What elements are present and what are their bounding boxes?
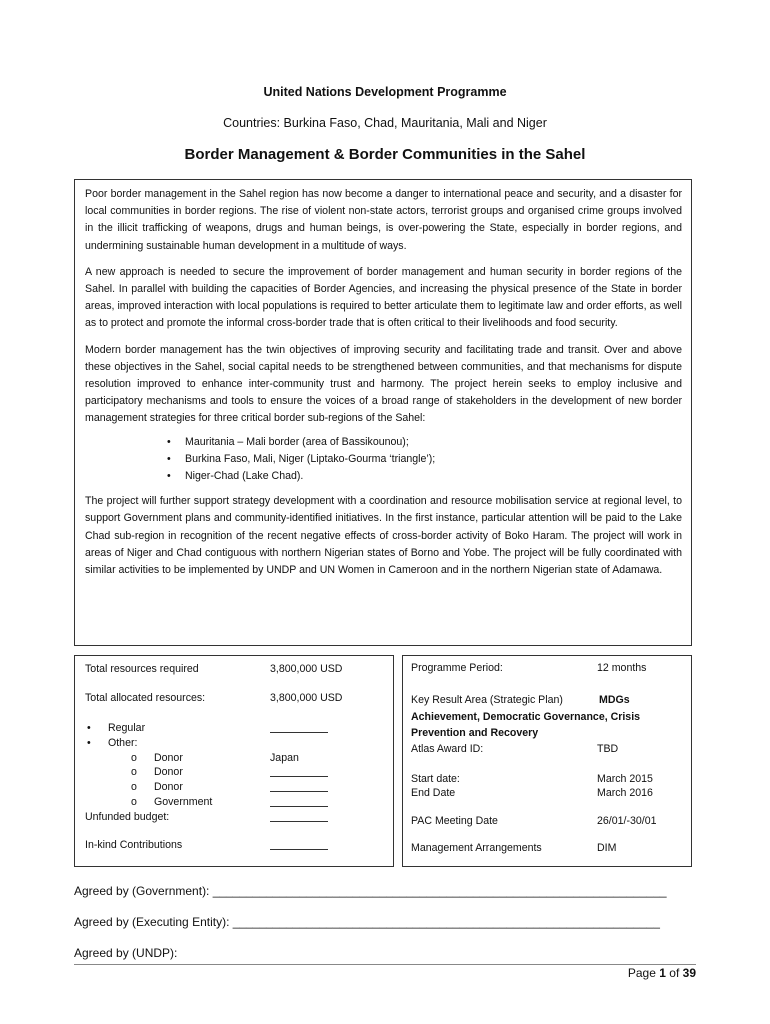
atlas-award-label: Atlas Award ID:	[411, 743, 484, 755]
circle-bullet-icon: o	[131, 781, 137, 793]
summary-paragraph-3: Modern border management has the twin objectives of improving security and facilitating trade and transit. Over and above these objectives in the Sahel, social capital needs to be strengthened between communities, and that mechanisms for dispute resolution improved to enhance inter-community trust and harmony. The project herein seeks to employ inclusive and participatory mechanisms and tools to ensure the voices of a broad range of stakeholders in the development of new border management strategies for three critical border sub-regions of the Sahel:	[85, 343, 682, 425]
of-word: of	[669, 966, 680, 980]
inkind-blank	[270, 839, 328, 850]
circle-bullet-icon: o	[131, 766, 137, 778]
government-label: Government	[154, 796, 213, 808]
start-date-label: Start date:	[411, 773, 460, 785]
donor-label: Donor	[154, 752, 183, 764]
key-result-area-mdgs: MDGs	[599, 694, 630, 706]
key-result-area-line2: Achievement, Democratic Governance, Crisis	[411, 711, 641, 723]
total-allocated-label: Total allocated resources:	[85, 692, 206, 704]
start-date-value: March 2015	[597, 773, 653, 785]
total-required-value: 3,800,000 USD	[270, 663, 343, 675]
agreed-executing-entity-line: Agreed by (Executing Entity): ________________________________________________________________	[74, 915, 660, 929]
resources-box	[74, 655, 394, 867]
other-label: Other:	[108, 737, 138, 749]
pac-meeting-label: PAC Meeting Date	[411, 815, 498, 827]
key-result-area-line3: Prevention and Recovery	[411, 727, 539, 739]
current-page: 1	[659, 966, 666, 980]
donor-label: Donor	[154, 766, 183, 778]
document-title: Border Management & Border Communities in the Sahel	[184, 146, 586, 163]
page-number	[628, 966, 696, 980]
unfunded-label: Unfunded budget:	[85, 811, 170, 823]
summary-paragraph-2: A new approach is needed to secure the improvement of border management and human security in border regions of the Sahel. In parallel with building the capacities of Border Agencies, and increasing the physical presence of the State in border areas, improved interaction with local populations is required to better articulate them to legitimate law and order efforts, as well as to protect and promote the informal cross-border trade that is often critical to their livelihoods and food security.	[85, 265, 682, 330]
summary-paragraph-4: The project will further support strategy development with a coordination and resource mobilisation service at regional level, to support Government plans and community-identified initiatives. In the first instance, particular attention will be paid to the Lake Chad sub-region in recognition of the recent negative effects of cross-border activity of Boko Haram. The project will work in areas of Niger and Chad contiguous with northern Nigerian states of Borno and Yobe. The project will be fully coordinated with similar activities to be implemented by UNDP and UN Women in Cameroon and in the northern Nigerian state of Adamawa.	[85, 495, 682, 577]
footer-divider	[74, 964, 696, 965]
donor-label: Donor	[154, 781, 183, 793]
project-summary-box	[74, 179, 692, 646]
end-date-label: End Date	[411, 787, 456, 799]
unfunded-blank	[270, 811, 328, 822]
management-arrangements-label: Management Arrangements	[411, 842, 542, 854]
circle-bullet-icon: o	[131, 752, 137, 764]
agreed-undp-line: Agreed by (UNDP):	[74, 946, 178, 960]
atlas-award-value: TBD	[597, 743, 619, 755]
page-word: Page	[627, 966, 656, 980]
bullet-icon: •	[87, 737, 91, 749]
government-blank	[270, 796, 328, 807]
bullet-icon: •	[87, 722, 91, 734]
summary-paragraph-1: Poor border management in the Sahel region has now become a danger to international peace and security, and a disaster for local communities in border regions. The rise of violent non-state actors, terrorist groups and organised crime groups involved in the illicit trafficking of weapons, drugs and human beings, is over-powering the State, especially in border regions, and undermining sustainable human development in a multitude of ways.	[85, 188, 682, 252]
regular-label: Regular	[108, 722, 146, 734]
programme-period-label: Programme Period:	[411, 662, 503, 674]
pac-meeting-value: 26/01/-30/01	[597, 815, 657, 827]
list-item: • Mauritania – Mali border (area of Bassikounou);	[185, 434, 682, 451]
inkind-label: In-kind Contributions	[85, 839, 183, 851]
organization-title: United Nations Development Programme	[263, 85, 507, 99]
countries-line: Countries: Burkina Faso, Chad, Mauritania, Mali and Niger	[223, 116, 547, 130]
end-date-value: March 2016	[597, 787, 653, 799]
list-item: • Burkina Faso, Mali, Niger (Liptako-Gourma ‘triangle’);	[185, 451, 682, 468]
sub-regions-list	[85, 434, 682, 486]
circle-bullet-icon: o	[131, 796, 137, 808]
programme-period-value: 12 months	[597, 662, 647, 674]
total-pages: 39	[682, 966, 696, 980]
programme-info-box	[402, 655, 692, 867]
donor-value: Japan	[270, 752, 299, 764]
donor-blank	[270, 766, 328, 777]
total-allocated-value: 3,800,000 USD	[270, 692, 343, 704]
total-required-label: Total resources required	[85, 663, 199, 675]
list-item: • Niger-Chad (Lake Chad).	[185, 468, 682, 485]
agreed-government-line: Agreed by (Government): ____________________________________________________________________	[74, 884, 667, 898]
management-arrangements-value: DIM	[597, 842, 617, 854]
donor-blank	[270, 781, 328, 792]
regular-blank	[270, 722, 328, 733]
key-result-area-label: Key Result Area (Strategic Plan)	[411, 694, 563, 706]
